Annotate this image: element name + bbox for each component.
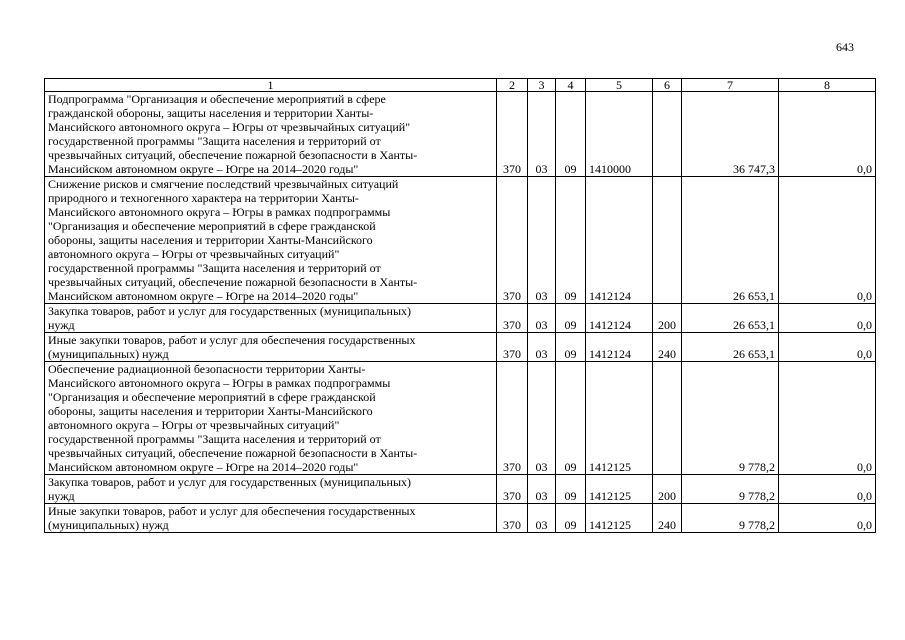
row-code-ministry: 370 — [497, 304, 528, 333]
row-code-expense-type — [653, 362, 682, 475]
column-header: 2 — [497, 79, 528, 92]
row-amount-federal: 0,0 — [779, 304, 876, 333]
row-code-subsection: 09 — [556, 177, 586, 304]
row-code-expense-type: 240 — [653, 333, 682, 362]
row-amount: 9 778,2 — [682, 504, 779, 533]
row-code-target: 1412125 — [586, 475, 653, 504]
row-description — [45, 504, 497, 533]
table-row — [45, 475, 876, 504]
table-row — [45, 177, 876, 304]
row-description — [45, 304, 497, 333]
row-amount-federal: 0,0 — [779, 504, 876, 533]
row-code-ministry: 370 — [497, 333, 528, 362]
table-row — [45, 304, 876, 333]
row-code-section: 03 — [528, 475, 556, 504]
row-code-section: 03 — [528, 92, 556, 177]
row-code-section: 03 — [528, 177, 556, 304]
row-description-text: Иные закупки товаров, работ и услуг для обеспечения государственных (муниципальных) нужд — [48, 333, 416, 361]
row-code-section: 03 — [528, 304, 556, 333]
row-description — [45, 475, 497, 504]
row-amount: 26 653,1 — [682, 304, 779, 333]
row-description — [45, 333, 497, 362]
row-amount-federal: 0,0 — [779, 177, 876, 304]
row-amount: 36 747,3 — [682, 92, 779, 177]
row-code-expense-type: 200 — [653, 475, 682, 504]
table-header-row — [45, 79, 876, 92]
row-code-ministry: 370 — [497, 362, 528, 475]
row-code-ministry: 370 — [497, 177, 528, 304]
row-code-expense-type — [653, 92, 682, 177]
row-amount: 9 778,2 — [682, 362, 779, 475]
row-code-target: 1412125 — [586, 362, 653, 475]
row-code-section: 03 — [528, 504, 556, 533]
row-code-subsection: 09 — [556, 362, 586, 475]
column-header: 5 — [586, 79, 653, 92]
column-header: 6 — [653, 79, 682, 92]
column-header: 1 — [45, 79, 497, 92]
row-code-target: 1412125 — [586, 504, 653, 533]
budget-table — [44, 78, 876, 533]
row-code-subsection: 09 — [556, 504, 586, 533]
row-amount: 26 653,1 — [682, 177, 779, 304]
row-description — [45, 92, 497, 177]
row-code-ministry: 370 — [497, 504, 528, 533]
row-amount: 9 778,2 — [682, 475, 779, 504]
row-description — [45, 362, 497, 475]
row-amount-federal: 0,0 — [779, 475, 876, 504]
row-code-target: 1412124 — [586, 304, 653, 333]
row-description-text: Закупка товаров, работ и услуг для государственных (муниципальных) нужд — [48, 304, 412, 332]
row-code-section: 03 — [528, 362, 556, 475]
row-description-text: Обеспечение радиационной безопасности территории Ханты- Мансийского автономного округа – Югры в рамках подпрограммы "Организация и обеспечение мероприятий в сфере гражданской обороны, защиты населения и территории Ханты-Мансийского автономного округа – Югры от чрезвычайных ситуаций" государственной программы "Защита населения и территорий от чрезвычайных ситуаций, обеспечение пожарной безопасности в Ханты- Мансийском автономном округе – Югре на 2014–2020 годы" — [48, 362, 418, 474]
row-amount-federal: 0,0 — [779, 362, 876, 475]
row-description-text: Закупка товаров, работ и услуг для государственных (муниципальных) нужд — [48, 475, 412, 503]
table-row — [45, 362, 876, 475]
row-description-text: Иные закупки товаров, работ и услуг для обеспечения государственных (муниципальных) нужд — [48, 504, 416, 532]
row-amount-federal: 0,0 — [779, 333, 876, 362]
row-code-target: 1410000 — [586, 92, 653, 177]
row-amount: 26 653,1 — [682, 333, 779, 362]
row-code-ministry: 370 — [497, 475, 528, 504]
row-description-text: Подпрограмма "Организация и обеспечение мероприятий в сфере гражданской обороны, защиты населения и территории Ханты- Мансийского автономного округа – Югры от чрезвычайных ситуаций" государственной программы "Защита населения и территорий от чрезвычайных ситуаций, обеспечение пожарной безопасности в Ханты- Мансийском автономном округе – Югре на 2014–2020 годы" — [48, 92, 418, 176]
row-code-target: 1412124 — [586, 333, 653, 362]
column-header: 4 — [556, 79, 586, 92]
row-code-subsection: 09 — [556, 92, 586, 177]
row-code-subsection: 09 — [556, 333, 586, 362]
row-code-target: 1412124 — [586, 177, 653, 304]
table-row — [45, 504, 876, 533]
row-code-ministry: 370 — [497, 92, 528, 177]
page-number: 643 — [836, 40, 854, 54]
row-code-subsection: 09 — [556, 475, 586, 504]
row-code-expense-type — [653, 177, 682, 304]
table-row — [45, 333, 876, 362]
row-description — [45, 177, 497, 304]
column-header: 8 — [779, 79, 876, 92]
row-code-expense-type: 240 — [653, 504, 682, 533]
column-header: 7 — [682, 79, 779, 92]
row-amount-federal: 0,0 — [779, 92, 876, 177]
row-description-text: Снижение рисков и смягчение последствий чрезвычайных ситуаций природного и техногенного характера на территории Ханты- Мансийского автономного округа – Югры в рамках подпрограммы "Организация и обеспечение мероприятий в сфере гражданской обороны, защиты населения и территории Ханты-Мансийского автономного округа – Югры от чрезвычайных ситуаций" государственной программы "Защита населения и территорий от чрезвычайных ситуаций, обеспечение пожарной безопасности в Ханты- Мансийском автономном округе – Югре на 2014–2020 годы" — [48, 177, 418, 303]
column-header: 3 — [528, 79, 556, 92]
table-row — [45, 92, 876, 177]
row-code-expense-type: 200 — [653, 304, 682, 333]
row-code-subsection: 09 — [556, 304, 586, 333]
row-code-section: 03 — [528, 333, 556, 362]
